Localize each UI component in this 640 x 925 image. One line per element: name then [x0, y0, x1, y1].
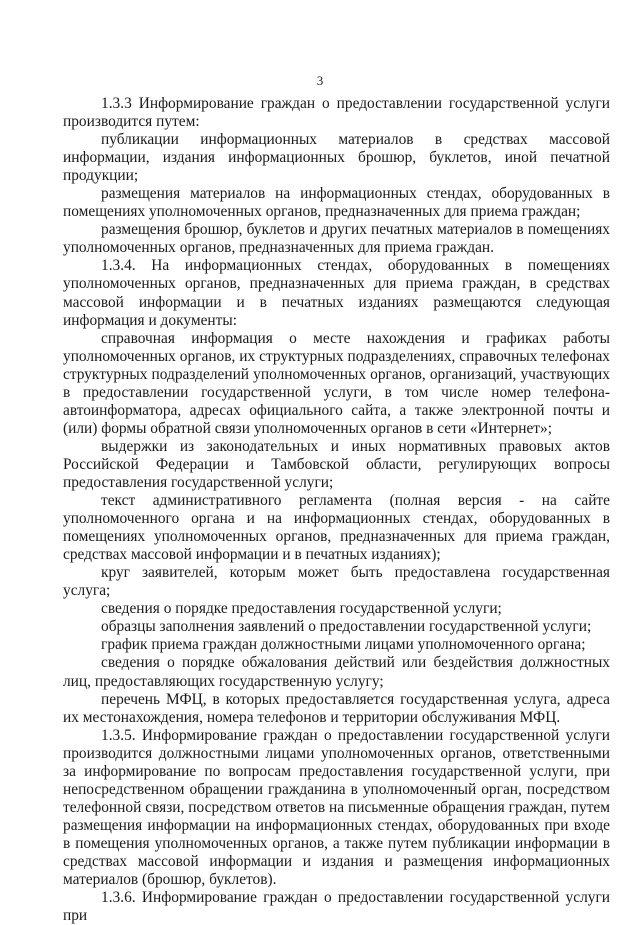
paragraph-item: публикации информационных материалов в средствах массовой информации, издания информационных брошюр, буклетов, иной печатной продукции; — [63, 131, 610, 185]
paragraph-1-3-4: 1.3.4. На информационных стендах, оборудованных в помещениях уполномоченных органов, предназначенных для приема граждан, в средствах массовой информации и в печатных изданиях размещаются следующая информация и документы: — [63, 257, 610, 329]
paragraph-item: образцы заполнения заявлений о предоставлении государственной услуги; — [101, 618, 592, 636]
paragraph-item: текст административного регламента (полная версия - на сайте уполномоченного органа и на информационных стендах, оборудованных в помещениях уполномоченных органов, предназначенных для приема граждан, средствах массовой информации и в печатных изданиях); — [63, 492, 610, 564]
paragraph-item: выдержки из законодательных и иных нормативных правовых актов Российской Федерации и Тамбовской области, регулирующих вопросы предоставления государственной услуги; — [63, 437, 610, 491]
paragraph-1-3-3: 1.3.3 Информирование граждан о предоставлении государственной услуги производится путем: — [63, 95, 610, 131]
paragraph-item: график приема граждан должностными лицами уполномоченного органа; — [101, 636, 586, 654]
paragraph-item: сведения о порядке предоставления государственной услуги; — [101, 600, 502, 618]
paragraph-1-3-5: 1.3.5. Информирование граждан о предоставлении государственной услуги производится должностными лицами уполномоченных органов, ответственными за информирование по вопросам предоставления государственной услуги, при непосредственном обращении гражданина в уполномоченный орган, посредством телефонной связи, посредством ответов на письменные обращения граждан, путем размещения информации на информационных стендах, оборудованных при входе в помещения уполномоченных органов, а также путем публикации информации в средствах массовой информации и издания и размещения информационных материалов (брошюр, буклетов). — [63, 726, 610, 889]
paragraph-item: сведения о порядке обжалования действий или бездействия должностных лиц, предоставляющих государственную услугу; — [63, 654, 610, 690]
paragraph-item: размещения материалов на информационных стендах, оборудованных в помещениях уполномоченных органов, предназначенных для приема граждан; — [63, 185, 610, 221]
paragraph-item: справочная информация о месте нахождения и графиках работы уполномоченных органов, их структурных подразделениях, справочных телефонах структурных подразделений уполномоченных органов, организаций, участвующих в предоставлении государственной услуги, в том числе номер телефона-автоинформатора, адресах официального сайта, а также электронной почты и (или) формы обратной связи уполномоченных органов в сети «Интернет»; — [63, 329, 610, 437]
paragraph-item: перечень МФЦ, в которых предоставляется государственная услуга, адреса их местонахождения, номера телефонов и территории обслуживания МФЦ. — [63, 690, 610, 726]
paragraph-item: круг заявителей, которым может быть предоставлена государственная услуга; — [63, 564, 610, 600]
paragraph-item: размещения брошюр, буклетов и других печатных материалов в помещениях уполномоченных органов, предназначенных для приема граждан. — [63, 221, 610, 257]
document-body — [63, 95, 610, 925]
page-number: 3 — [316, 73, 324, 88]
paragraph-1-3-6: 1.3.6. Информирование граждан о предоставлении государственной услуги при — [63, 889, 610, 925]
